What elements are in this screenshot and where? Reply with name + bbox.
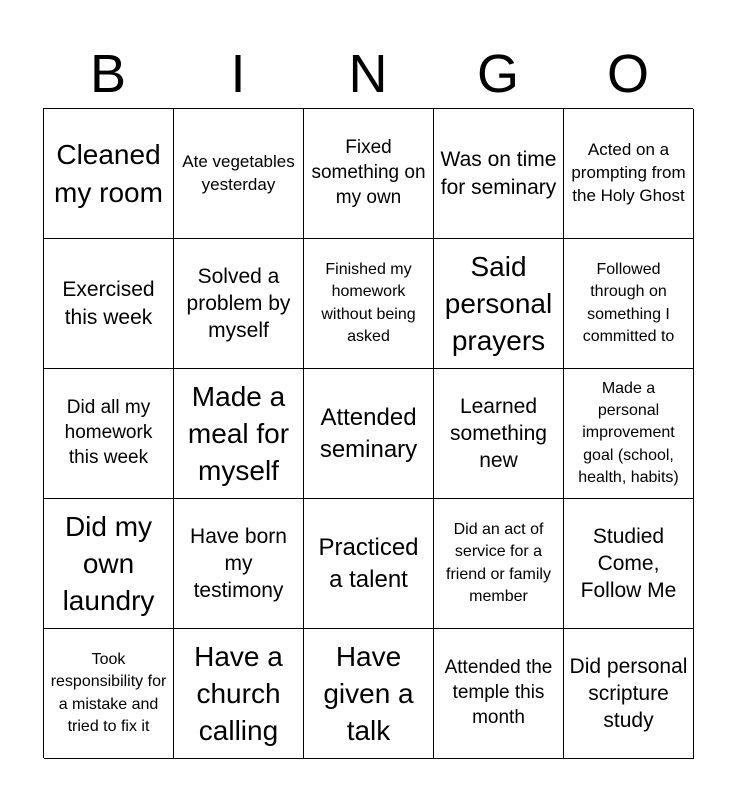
bingo-cell[interactable]: Exercised this week <box>44 239 174 369</box>
bingo-cell[interactable]: Did all my homework this week <box>44 369 174 499</box>
bingo-cell[interactable]: Studied Come, Follow Me <box>564 499 694 629</box>
bingo-cell[interactable]: Said personal prayers <box>434 239 564 369</box>
bingo-cell[interactable]: Solved a problem by myself <box>174 239 304 369</box>
bingo-cell[interactable]: Was on time for seminary <box>434 109 564 239</box>
bingo-cell[interactable]: Followed through on something I committed to <box>564 239 694 369</box>
header-letter-n: N <box>348 44 388 104</box>
bingo-cell[interactable]: Made a personal improvement goal (school, health, habits) <box>564 369 694 499</box>
bingo-cell[interactable]: Attended seminary <box>304 369 434 499</box>
bingo-cell[interactable]: Ate vegetables yesterday <box>174 109 304 239</box>
bingo-cell[interactable]: Did an act of service for a friend or family member <box>434 499 564 629</box>
bingo-cell[interactable]: Cleaned my room <box>44 109 174 239</box>
bingo-cell[interactable]: Took responsibility for a mistake and tried to fix it <box>44 629 174 759</box>
bingo-grid <box>43 108 693 758</box>
header-letter-i: I <box>230 44 246 104</box>
bingo-cell[interactable]: Practiced a talent <box>304 499 434 629</box>
bingo-header <box>43 40 693 108</box>
bingo-cell[interactable]: Made a meal for myself <box>174 369 304 499</box>
bingo-cell[interactable]: Attended the temple this month <box>434 629 564 759</box>
bingo-cell[interactable]: Fixed something on my own <box>304 109 434 239</box>
bingo-cell[interactable]: Acted on a prompting from the Holy Ghost <box>564 109 694 239</box>
bingo-cell[interactable]: Have a church calling <box>174 629 304 759</box>
bingo-cell[interactable]: Finished my homework without being asked <box>304 239 434 369</box>
header-letter-b: B <box>89 44 127 104</box>
bingo-cell[interactable]: Did personal scripture study <box>564 629 694 759</box>
header-letter-o: O <box>606 44 649 104</box>
bingo-cell[interactable]: Did my own laundry <box>44 499 174 629</box>
bingo-cell[interactable]: Have born my testimony <box>174 499 304 629</box>
bingo-cell[interactable]: Learned something new <box>434 369 564 499</box>
header-letter-g: G <box>476 44 519 104</box>
bingo-cell[interactable]: Have given a talk <box>304 629 434 759</box>
